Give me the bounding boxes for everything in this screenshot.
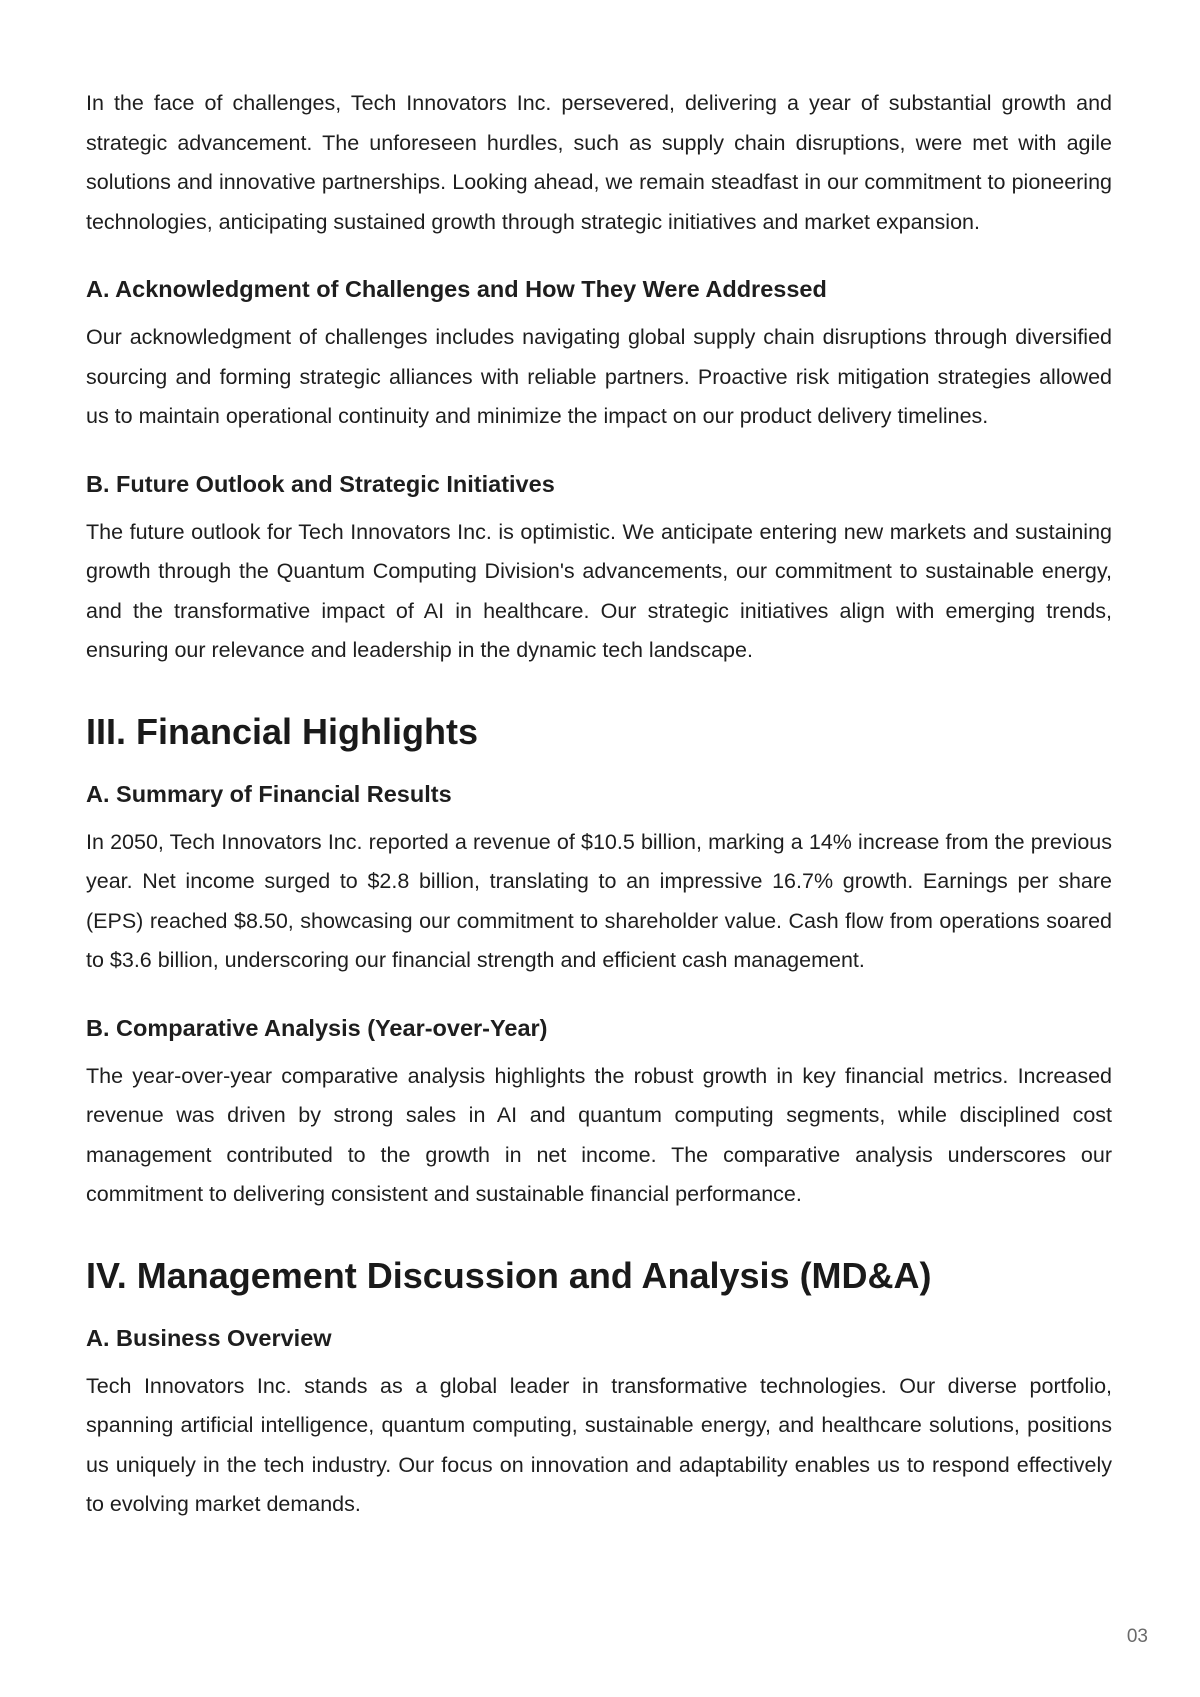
mdna-title: IV. Management Discussion and Analysis (MD&A) bbox=[86, 1254, 932, 1296]
comparative-analysis-heading: B. Comparative Analysis (Year-over-Year) bbox=[86, 1014, 548, 1041]
challenges-paragraph: Our acknowledgment of challenges includes navigating global supply chain disruptions through diversified sourcing and forming strategic alliances with reliable partners. Proactive risk mitigation strategies allowed us to maintain operational continuity and minimize the impact on our product delivery timelines. bbox=[86, 325, 1112, 428]
outlook-paragraph: The future outlook for Tech Innovators Inc. is optimistic. We anticipate entering new markets and sustaining growth through the Quantum Computing Division's advancements, our commitment to sustainable energy, and the transformative impact of AI in healthcare. Our strategic initiatives align with emerging trends, ensuring our relevance and leadership in the dynamic tech landscape. bbox=[86, 519, 1112, 662]
outlook-heading: B. Future Outlook and Strategic Initiatives bbox=[86, 470, 555, 497]
challenges-heading: A. Acknowledgment of Challenges and How They Were Addressed bbox=[86, 276, 827, 302]
business-overview-paragraph: Tech Innovators Inc. stands as a global leader in transformative technologies. Our diverse portfolio, spanning artificial intelligence, quantum computing, sustainable energy, and healthcare solutions, positions us uniquely in the tech industry. Our focus on innovation and adaptability enables us to respond effectively to evolving market demands. bbox=[86, 1373, 1112, 1516]
financial-summary-heading: A. Summary of Financial Results bbox=[86, 780, 452, 807]
comparative-analysis-paragraph: The year-over-year comparative analysis highlights the robust growth in key financial metrics. Increased revenue was driven by strong sales in AI and quantum computing segments, while disciplined cost management contributed to the growth in net income. The comparative analysis underscores our commitment to delivering consistent and sustainable financial performance. bbox=[86, 1063, 1112, 1206]
business-overview-heading: A. Business Overview bbox=[86, 1324, 332, 1351]
financial-summary-paragraph: In 2050, Tech Innovators Inc. reported a revenue of $10.5 billion, marking a 14% increase from the previous year. Net income surged to $2.8 billion, translating to an impressive 16.7% growth. Earnings per share (EPS) reached $8.50, showcasing our commitment to shareholder value. Cash flow from operations soared to $3.6 billion, underscoring our financial strength and efficient cash management. bbox=[86, 829, 1112, 972]
financial-highlights-title: III. Financial Highlights bbox=[86, 710, 479, 752]
page-number: 03 bbox=[1126, 1626, 1148, 1647]
document-page bbox=[86, 84, 1112, 1525]
intro-paragraph: In the face of challenges, Tech Innovators Inc. persevered, delivering a year of substantial growth and strategic advancement. The unforeseen hurdles, such as supply chain disruptions, were met with agile solutions and innovative partnerships. Looking ahead, we remain steadfast in our commitment to pioneering technologies, anticipating sustained growth through strategic initiatives and market expansion. bbox=[86, 91, 1112, 234]
